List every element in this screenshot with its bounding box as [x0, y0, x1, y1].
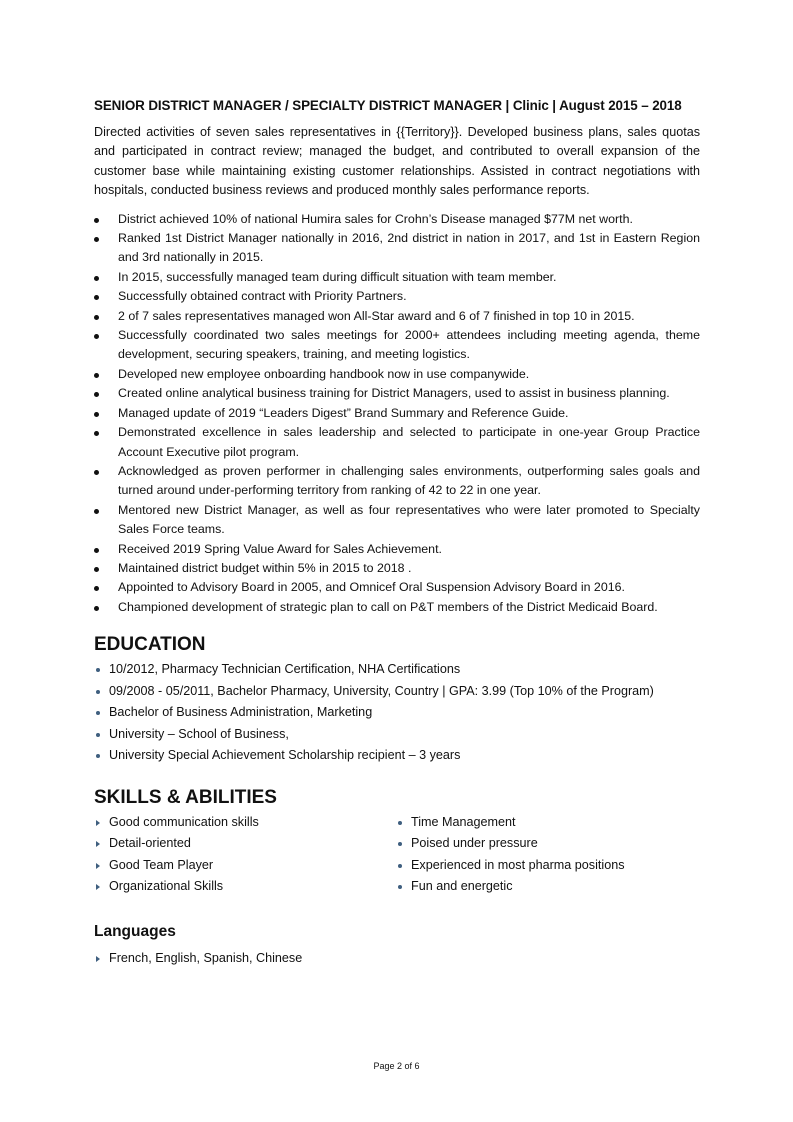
bullet-icon [94, 470, 99, 475]
list-item: District achieved 10% of national Humira sales for Crohn’s Disease managed $77M net worth. [94, 210, 700, 229]
skills-section [94, 787, 700, 898]
bullet-icon [96, 733, 100, 737]
triangle-bullet-icon [96, 841, 100, 847]
bullet-icon [94, 509, 99, 514]
list-item: Poised under pressure [396, 833, 625, 855]
bullet-icon [94, 276, 99, 281]
triangle-bullet-icon [96, 820, 100, 826]
bullet-icon [94, 586, 99, 591]
skills-left-column [94, 812, 396, 898]
list-item: Mentored new District Manager, as well as four representatives who were later promoted to Specialty Sales Force teams. [94, 501, 700, 540]
bullet-icon [94, 412, 99, 417]
bullet-icon [94, 392, 99, 397]
bullet-icon [94, 373, 99, 378]
list-item: In 2015, successfully managed team during difficult situation with team member. [94, 268, 700, 287]
page-number: Page 2 of 6 [373, 1061, 420, 1071]
list-item: Good communication skills [94, 812, 396, 834]
list-item: Championed development of strategic plan to call on P&T members of the District Medicaid Board. [94, 598, 700, 617]
list-item: Experienced in most pharma positions [396, 855, 625, 877]
bullet-icon [94, 567, 99, 572]
list-item: University – School of Business, [94, 724, 700, 746]
bullet-icon [398, 821, 402, 825]
list-item: Bachelor of Business Administration, Marketing [94, 702, 700, 724]
list-item: Maintained district budget within 5% in 2015 to 2018 . [94, 559, 700, 578]
education-heading: EDUCATION [94, 634, 206, 656]
list-item: Managed update of 2019 “Leaders Digest” Brand Summary and Reference Guide. [94, 404, 700, 423]
education-section [94, 634, 700, 767]
list-item: 09/2008 - 05/2011, Bachelor Pharmacy, University, Country | GPA: 3.99 (Top 10% of the Program) [94, 681, 700, 703]
list-item: Successfully coordinated two sales meetings for 2000+ attendees including meeting agenda, theme development, securing speakers, training, and meeting logistics. [94, 326, 700, 365]
list-item: University Special Achievement Scholarship recipient – 3 years [94, 745, 700, 767]
bullet-icon [398, 864, 402, 868]
list-item: Successfully obtained contract with Priority Partners. [94, 287, 700, 306]
bullet-icon [94, 218, 99, 223]
list-item: French, English, Spanish, Chinese [94, 948, 700, 969]
list-item: Created online analytical business training for District Managers, used to assist in business planning. [94, 384, 700, 403]
languages-list [94, 948, 700, 969]
bullet-icon [398, 885, 402, 889]
experience-bullets [94, 210, 700, 618]
list-item: Good Team Player [94, 855, 396, 877]
list-item: Time Management [396, 812, 625, 834]
job-title: SENIOR DISTRICT MANAGER / SPECIALTY DISTRICT MANAGER | Clinic | August 2015 – 2018 [94, 98, 682, 113]
triangle-bullet-icon [96, 863, 100, 869]
list-item: Received 2019 Spring Value Award for Sales Achievement. [94, 540, 700, 559]
list-item: Organizational Skills [94, 876, 396, 898]
bullet-icon [94, 295, 99, 300]
bullet-icon [398, 842, 402, 846]
list-item: Appointed to Advisory Board in 2005, and Omnicef Oral Suspension Advisory Board in 2016. [94, 578, 700, 597]
list-item: Ranked 1st District Manager nationally in 2016, 2nd district in nation in 2017, and 1st in Eastern Region and 3rd nationally in 2015. [94, 229, 700, 268]
bullet-icon [96, 754, 100, 758]
experience-section [94, 96, 700, 617]
skills-heading: SKILLS & ABILITIES [94, 786, 277, 808]
list-item: Fun and energetic [396, 876, 625, 898]
bullet-icon [94, 606, 99, 611]
languages-section [94, 922, 700, 969]
bullet-icon [94, 315, 99, 320]
triangle-bullet-icon [96, 884, 100, 890]
bullet-icon [96, 668, 100, 672]
list-item: Developed new employee onboarding handbook now in use companywide. [94, 365, 700, 384]
list-item: 10/2012, Pharmacy Technician Certification, NHA Certifications [94, 659, 700, 681]
resume-page [94, 96, 700, 969]
bullet-icon [94, 334, 99, 339]
skills-grid [94, 812, 700, 898]
list-item: Detail-oriented [94, 833, 396, 855]
bullet-icon [94, 431, 99, 436]
triangle-bullet-icon [96, 956, 100, 962]
bullet-icon [96, 690, 100, 694]
education-list [94, 659, 700, 767]
bullet-icon [94, 548, 99, 553]
bullet-icon [94, 237, 99, 242]
list-item: Demonstrated excellence in sales leadership and selected to participate in one-year Group Practice Account Executive pilot program. [94, 423, 700, 462]
languages-heading: Languages [94, 922, 176, 940]
skills-right-column [396, 812, 625, 898]
list-item: Acknowledged as proven performer in challenging sales environments, outperforming sales goals and turned around under-performing territory from ranking of 42 to 22 in one year. [94, 462, 700, 501]
list-item: 2 of 7 sales representatives managed won All-Star award and 6 of 7 finished in top 10 in 2015. [94, 307, 700, 326]
bullet-icon [96, 711, 100, 715]
job-summary: Directed activities of seven sales representatives in {{Territory}}. Developed business plans, sales quotas and participated in contract review; managed the budget, and contributed to overall expansion of the customer base while maintaining existing customer relationships. Assisted in contract negotiations with hospitals, conducted business reviews and produced monthly sales performance reports. [94, 125, 700, 198]
